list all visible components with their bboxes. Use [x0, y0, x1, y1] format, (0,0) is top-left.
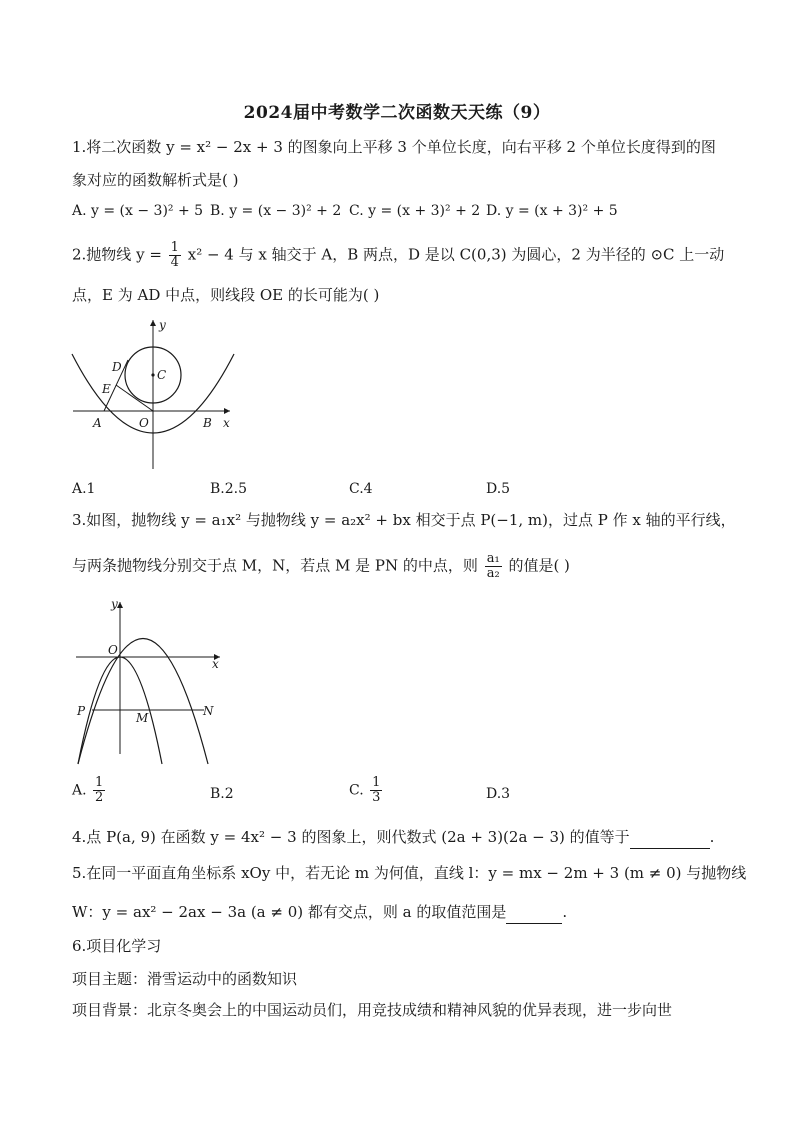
q5-end: .: [562, 903, 568, 921]
q2-option-b: B.2.5: [210, 481, 248, 497]
q3-line2: [72, 552, 722, 581]
q2-label-b: B: [203, 416, 212, 430]
q2-label-d: D: [112, 360, 122, 374]
q4-answer-blank[interactable]: [630, 826, 710, 849]
q3-option-a-numerator: 1: [95, 775, 104, 790]
q2-label-a: A: [93, 416, 102, 430]
q3-option-c-fraction: [370, 776, 382, 805]
q3-fraction: [485, 552, 502, 581]
q2-option-c: C.4: [349, 481, 373, 497]
q5-line2: [72, 901, 722, 924]
q1-option-c: C. y = (x + 3)² + 2: [349, 203, 481, 219]
q3-label-n: N: [203, 704, 214, 718]
q3-line2-end: 的值是( ): [508, 556, 570, 575]
q2-label-c: C: [157, 368, 167, 382]
q2-label-x: x: [223, 416, 230, 430]
q3-option-a-prefix: A.: [72, 782, 87, 799]
q1-option-b: B. y = (x − 3)² + 2: [210, 203, 342, 219]
page-title: 2024届中考数学二次函数天天练（9）: [243, 103, 551, 123]
q1-option-d: D. y = (x + 3)² + 5: [486, 203, 618, 219]
q3-option-a-denominator: 2: [95, 790, 104, 805]
q3-option-a: [72, 776, 107, 805]
q2-line1-end: x² − 4 与 x 轴交于 A，B 两点，D 是以 C(0,3) 为圆心，2 为半径的 ⊙C 上一动: [187, 245, 725, 264]
q6-line1: 6.项目化学习: [72, 937, 162, 955]
q3-line1: 3.如图，抛物线 y = a₁x² 与抛物线 y = a₂x² + bx 相交于点 P(−1, m)，过点 P 作 x 轴的平行线，: [72, 511, 736, 529]
q2-fraction-denominator: 4: [170, 255, 179, 270]
q3-fraction-denominator: a₂: [486, 566, 500, 581]
q3-label-m: M: [136, 711, 149, 725]
q3-label-p: P: [77, 704, 86, 718]
q2-line2: 点，E 为 AD 中点，则线段 OE 的长可能为( ): [72, 286, 380, 304]
q3-label-o: O: [108, 643, 118, 657]
q3-y-arrow-icon: [117, 602, 123, 608]
q3-option-c-numerator: 1: [372, 775, 381, 790]
q6-line2: 项目主题：滑雪运动中的函数知识: [72, 970, 298, 988]
q1-line1: 1.将二次函数 y = x² − 2x + 3 的图象向上平移 3 个单位长度，向右平移 2 个单位长度得到的图: [72, 138, 716, 156]
q2-figure: [68, 314, 238, 474]
q2-label-o: O: [139, 416, 149, 430]
q2-line1: [72, 240, 725, 270]
q2-fraction: [169, 241, 181, 270]
q1-option-a: A. y = (x − 3)² + 5: [72, 203, 204, 219]
q5-text: W：y = ax² − 2ax − 3a (a ≠ 0) 都有交点，则 a 的取值范围是: [72, 903, 507, 921]
q3-option-c-prefix: C.: [349, 782, 364, 799]
q2-y-arrow-icon: [150, 320, 156, 326]
q3-label-x: x: [212, 657, 219, 671]
q2-segment-oe: [116, 385, 153, 411]
q5-line1: 5.在同一平面直角坐标系 xOy 中，若无论 m 为何值，直线 l：y = mx − 2m + 3 (m ≠ 0) 与抛物线: [72, 864, 747, 882]
q2-option-d: D.5: [486, 481, 511, 497]
q2-fraction-numerator: 1: [170, 240, 179, 255]
q3-line2-start: 与两条抛物线分别交于点 M，N，若点 M 是 PN 的中点，则: [72, 556, 478, 575]
q2-point-c: [151, 373, 154, 376]
q2-label-y: y: [159, 318, 166, 332]
q3-option-d: D.3: [486, 786, 511, 802]
q2-x-arrow-icon: [224, 408, 230, 414]
q4-end: .: [709, 828, 715, 846]
q5-answer-blank[interactable]: [506, 901, 562, 924]
q3-fraction-numerator: a₁: [486, 551, 500, 566]
q6-line3: 项目背景：北京冬奥会上的中国运动员们，用竞技成绩和精神风貌的优异表现，进一步向世: [72, 1001, 673, 1019]
q2-option-a: A.1: [72, 481, 96, 497]
q3-label-y: y: [111, 597, 118, 611]
q3-figure: [70, 596, 230, 768]
q4-text: 4.点 P(a, 9) 在函数 y = 4x² − 3 的图象上，则代数式 (2a + 3)(2a − 3) 的值等于: [72, 828, 630, 846]
q3-option-c: [349, 776, 384, 805]
q2-line1-start: 2.抛物线 y =: [72, 245, 162, 264]
q4-line: [72, 826, 722, 849]
q2-label-e: E: [102, 382, 111, 396]
q3-option-a-fraction: [93, 776, 105, 805]
q1-line2: 象对应的函数解析式是( ): [72, 171, 239, 189]
q3-option-b: B.2: [210, 786, 234, 802]
q3-option-c-denominator: 3: [372, 790, 381, 805]
